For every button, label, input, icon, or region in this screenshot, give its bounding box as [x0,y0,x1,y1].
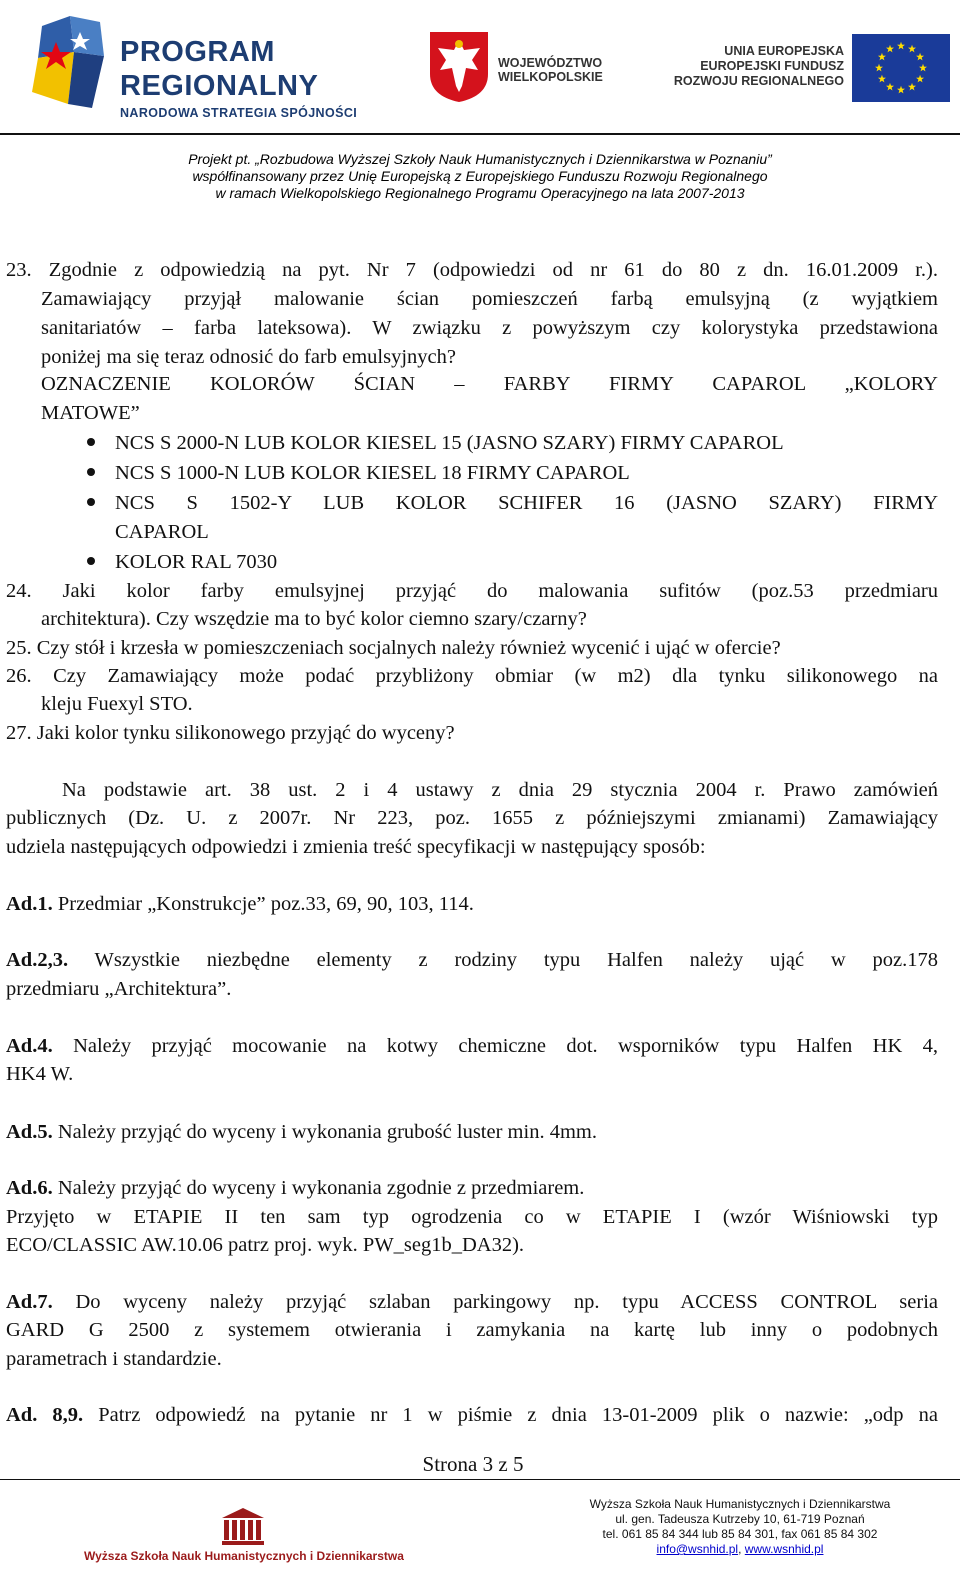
answer-2-3-line-1 [6,948,938,972]
answer-1-text: Przedmiar „Konstrukcje” poz.33, 69, 90, 103, 114. [52,893,474,915]
answer-6-label: Ad.6. [6,1177,53,1199]
legal-basis-line-3: udziela następujących odpowiedzi i zmienia treść specyfikacji w następujący sposób: [6,836,706,858]
bullet-item-3-line-2: CAPAROL [115,521,209,543]
nss-subtitle: NARODOWA STRATEGIA SPÓJNOŚCI [120,106,358,120]
question-23-line-3: sanitariatów – farba lateksowa). W związku z powyższym czy kolorystyka przedstawiona [41,317,938,339]
ue-line3: ROZWOJU REGIONALNEGO [673,74,844,88]
bullet-icon [87,438,95,446]
bullet-item-3-line-1: NCS S 1502-Y LUB KOLOR SCHIFER 16 (JASNO SZARY) FIRMY [115,492,938,514]
question-23-line-2: Zamawiający przyjął malowanie ścian pomieszczeń farbą emulsyjną (z wyjątkiem [41,288,938,310]
answer-4-line-2: HK4 W. [6,1063,74,1085]
question-24-line-1: 24. Jaki kolor farby emulsyjnej przyjąć do malowania sufitów (poz.53 przedmiaru [6,580,938,602]
question-26-line-2: kleju Fuexyl STO. [41,693,193,715]
answer-5-label: Ad.5. [6,1121,53,1143]
project-line-3: w ramach Wielkopolskiego Regionalnego Programu Operacyjnego na lata 2007-2013 [215,185,745,201]
page-number: Strona 3 z 5 [422,1452,524,1476]
answer-4-label: Ad.4. [6,1035,53,1057]
answer-6-text: Należy przyjąć do wyceny i wykonania zgodnie z przedmiarem. [52,1177,585,1199]
footer-divider [0,1479,960,1480]
answer-2-3-label: Ad.2,3. [6,949,69,971]
project-line-2: współfinansowany przez Unię Europejską z Europejskiego Funduszu Rozwoju Regionalnego [192,168,768,184]
answer-4-text: Należy przyjąć mocowanie na kotwy chemiczne dot. wsporników typu Halfen HK 4, [52,1035,938,1057]
answer-8-9-text: Patrz odpowiedź na pytanie nr 1 w piśmie z dnia 13-01-2009 plik o nazwie: „odp na [83,1404,938,1426]
bullet-icon [87,468,95,476]
project-line-1: Projekt pt. „Rozbudowa Wyższej Szkoły Nauk Humanistycznych i Dziennikarstwa w Poznaniu” [188,151,772,167]
footer-links [540,1542,940,1557]
answer-4-line-1 [6,1034,938,1058]
question-27: 27. Jaki kolor tynku silikonowego przyjąć do wyceny? [6,722,455,744]
legal-basis-line-2: publicznych (Dz. U. z 2007r. Nr 223, poz. 1655 z późniejszymi zmianami) Zamawiający [6,807,938,829]
bullet-icon [87,557,95,565]
footer-contact [540,1497,940,1557]
ue-line1: UNIA EUROPEJSKA [724,44,844,58]
answer-1-label: Ad.1. [6,893,53,915]
program-regionalny-mark-icon [30,12,110,112]
program-regionalny-logo [30,12,370,120]
website-link[interactable]: www.wsnhid.pl [744,1542,824,1556]
footer-info-line3: tel. 061 85 84 344 lub 85 84 301, fax 061 85 84 302 [602,1527,878,1541]
wojewodztwo-line2: WIELKOPOLSKIE [498,70,603,84]
legal-basis-line-1: Na podstawie art. 38 ust. 2 i 4 ustawy z dnia 29 stycznia 2004 r. Prawo zamówień [62,779,938,801]
header-divider [0,133,960,135]
university-logo-text: Wyższa Szkoła Nauk Humanistycznych i Dziennikarstwa [84,1549,404,1563]
answer-7-line-2: GARD G 2500 z systemem otwierania i zamykania na kartę lub inny o podobnych [6,1319,938,1341]
bullet-icon [87,498,95,506]
bullet-item-1: NCS S 2000-N LUB KOLOR KIESEL 15 (JASNO SZARY) FIRMY CAPAROL [115,432,784,454]
answer-7-line-3: parametrach i standardzie. [6,1348,222,1370]
answer-5 [6,1120,597,1144]
wojewodztwo-label [498,56,603,84]
answer-7-text: Do wyceny należy przyjąć szlaban parkingowy np. typu ACCESS CONTROL seria [52,1291,938,1313]
email-link[interactable]: info@wsnhid.pl [656,1542,739,1556]
answer-6-line-1 [6,1176,584,1200]
answer-2-3-text: Wszystkie niezbędne elementy z rodziny typu Halfen należy ująć w poz.178 [68,949,938,971]
question-23-line-6: MATOWE” [41,402,140,424]
answer-5-text: Należy przyjąć do wyceny i wykonania grubość luster min. 4mm. [52,1121,597,1143]
answer-7-line-1 [6,1290,938,1314]
footer-info-line1: Wyższa Szkoła Nauk Humanistycznych i Dziennikarstwa [589,1497,891,1511]
question-24-line-2: architektura). Czy wszędzie ma to być kolor ciemno szary/czarny? [41,608,587,630]
footer-info-line2: ul. gen. Tadeusza Kutrzeby 10, 61-719 Poznań [615,1512,865,1526]
question-23-line-1: 23. Zgodnie z odpowiedzią na pyt. Nr 7 (odpowiedzi od nr 61 do 80 z dn. 16.01.2009 r.). [6,259,938,281]
wielkopolska-coat-of-arms-icon [428,30,490,104]
question-23-line-4: poniżej ma się teraz odnosić do farb emulsyjnych? [41,346,456,368]
wojewodztwo-line1: WOJEWÓDZTWO [498,56,603,70]
answer-8-9-label: Ad. 8,9. [6,1404,84,1426]
question-25: 25. Czy stół i krzesła w pomieszczeniach socjalnych należy również wycenić i ująć w ofercie? [6,637,781,659]
answer-2-3-line-2: przedmiaru „Architektura”. [6,978,232,1000]
bullet-item-4: KOLOR RAL 7030 [115,551,278,573]
regionalny-title: REGIONALNY [120,70,319,102]
answer-6-line-3: ECO/CLASSIC AW.10.06 patrz proj. wyk. PW_seg1b_DA32). [6,1234,525,1256]
bullet-item-2: NCS S 1000-N LUB KOLOR KIESEL 18 FIRMY CAPAROL [115,462,630,484]
answer-8-9-line-1 [6,1403,938,1427]
answer-7-label: Ad.7. [6,1291,53,1313]
question-26-line-1: 26. Czy Zamawiający może podać przybliżony obmiar (w m2) dla tynku silikonowego na [6,665,938,687]
program-title: PROGRAM [120,36,275,68]
eu-flag-icon [852,34,950,102]
ue-label [664,44,844,89]
link-separator: , [738,1542,745,1556]
ue-line2: EUROPEJSKI FUNDUSZ [700,59,844,73]
answer-1 [6,892,474,916]
answer-6-line-2: Przyjęto w ETAPIE II ten sam typ ogrodzenia co w ETAPIE I (wzór Wiśniowski typ [6,1206,938,1228]
question-23-line-5: OZNACZENIE KOLORÓW ŚCIAN – FARBY FIRMY CAPAROL „KOLORY [41,373,938,395]
university-building-icon [220,1506,266,1546]
